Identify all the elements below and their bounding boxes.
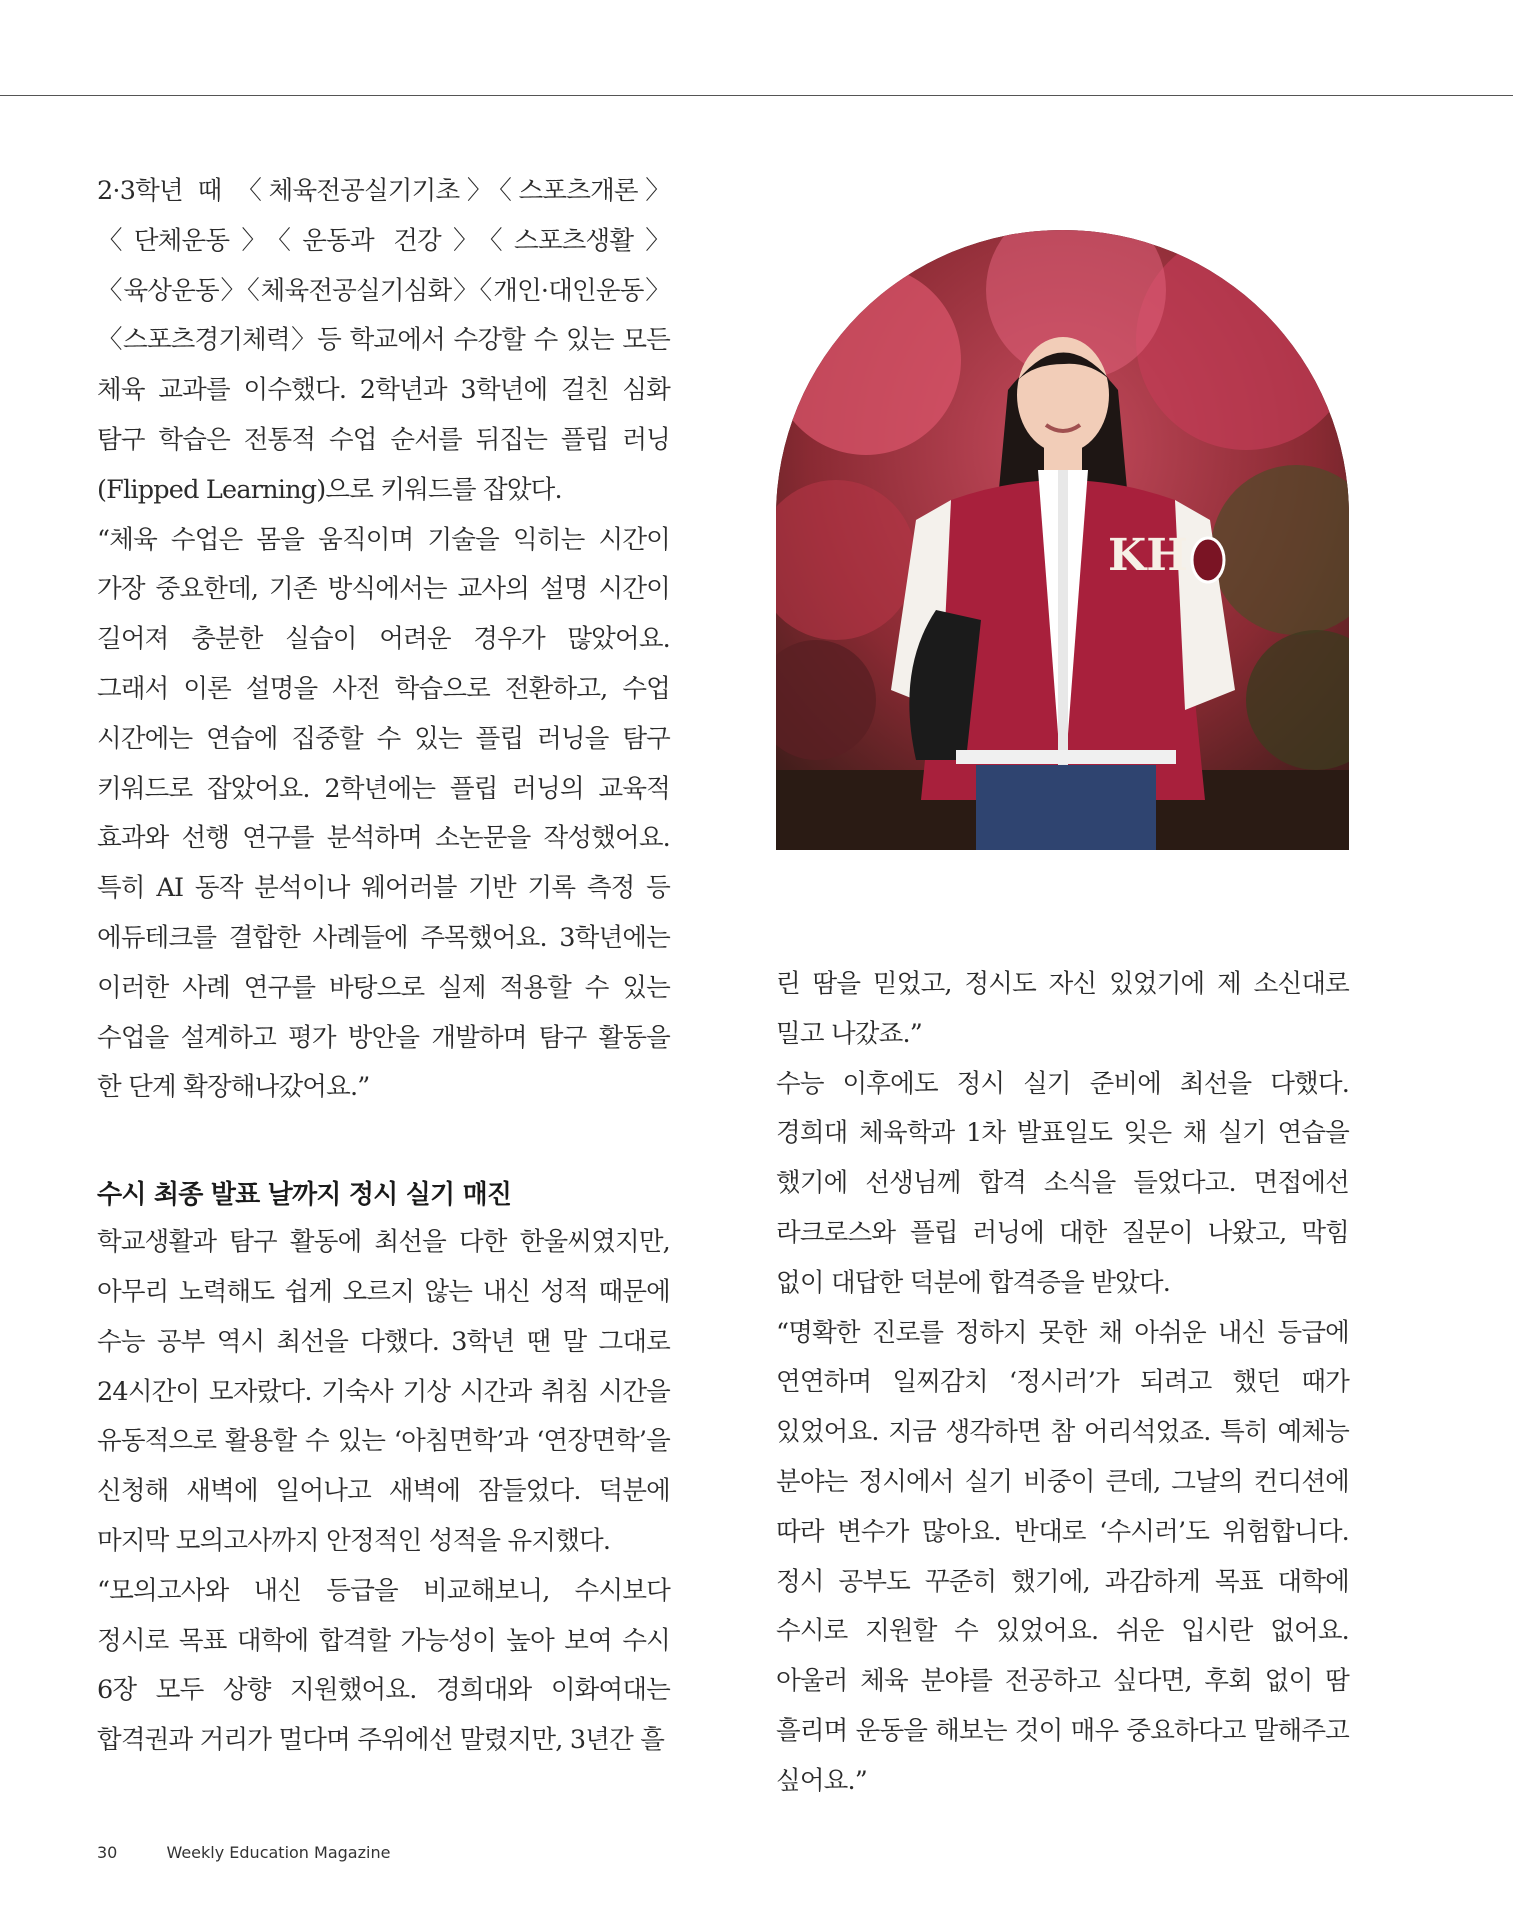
jacket-letters: KH [1108,530,1188,581]
jacket-emblem-icon [1192,538,1224,582]
body-paragraph: 2·3학년 때 〈체육전공실기기초〉〈스포츠개론〉〈단체운동〉〈운동과 건강〉〈스포츠생활〉〈육상운동〉〈체육전공실기심화〉〈개인·대인운동〉〈스포츠경기체력〉등 학교에서 수강할 수 있는 모든 체육 교과를 이수했다. 2학년과 3학년에 걸친 심화 탐구 학습은 전통적 수업 순서를 뒤집는 플립 러닝(Flipped Learning)으로 키워드를 잡았다. [97,176,670,505]
page-footer [97,1843,390,1862]
section-heading: 수시 최종 발표 날까지 정시 실기 매진 [97,1180,512,1211]
page-number: 30 [97,1843,118,1862]
quote-paragraph: “명확한 진로를 정하지 못한 채 아쉬운 내신 등급에 연연하며 일찌감치 ‘정시러’가 되려고 했던 때가 있었어요. 지금 생각하면 참 어리석었죠. 특히 예체능 분야는 정시에서 실기 비중이 큰데, 그날의 컨디션에 따라 변수가 많아요. 반대로 ‘수시러’도 위험합니다. 정시 공부도 꾸준히 했기에, 과감하게 목표 대학에 수시로 지원할 수 있었어요. 쉬운 입시란 없어요. 아울러 체육 분야를 전공하고 싶다면, 후회 없이 땀 흘리며 운동을 해보는 것이 매우 중요하다고 말해주고 싶어요.” [776,1317,1349,1796]
article-left-column [97,167,670,1766]
body-paragraph: 학교생활과 탐구 활동에 최선을 다한 한울씨였지만, 아무리 노력해도 쉽게 오르지 않는 내신 성적 때문에 수능 공부 역시 최선을 다했다. 3학년 땐 말 그대로 24시간이 모자랐다. 기숙사 기상 시간과 취침 시간을 유동적으로 활용할 수 있는 ‘아침면학’과 ‘연장면학’을 신청해 새벽에 일어나고 새벽에 잠들었다. 덕분에 마지막 모의고사까지 안정적인 성적을 유지했다. [97,1227,670,1556]
article-right-column [776,960,1349,1807]
quote-continuation: 린 땀을 믿었고, 정시도 자신 있었기에 제 소신대로 밀고 나갔죠.” [776,969,1349,1049]
quote-paragraph: “모의고사와 내신 등급을 비교해보니, 수시보다 정시로 목표 대학에 합격할 가능성이 높아 보여 수시 6장 모두 상향 지원했어요. 경희대와 이화여대는 합격권과 거리가 멀다며 주위에선 말렸지만, 3년간 흘 [97,1575,670,1756]
body-paragraph: 수능 이후에도 정시 실기 준비에 최선을 다했다. 경희대 체육학과 1차 발표일도 잊은 채 실기 연습을 했기에 선생님께 합격 소식을 들었다고. 면접에선 라크로스와 플립 러닝에 대한 질문이 나왔고, 막힘 없이 대답한 덕분에 합격증을 받았다. [776,1068,1349,1298]
quote-paragraph: “체육 수업은 몸을 움직이며 기술을 익히는 시간이 가장 중요한데, 기존 방식에서는 교사의 설명 시간이 길어져 충분한 실습이 어려운 경우가 많았어요. 그래서 이론 설명을 사전 학습으로 전환하고, 수업 시간에는 연습에 집중할 수 있는 플립 러닝을 탐구 키워드로 잡았어요. 2학년에는 플립 러닝의 교육적 효과와 선행 연구를 분석하며 소논문을 작성했어요. 특히 AI 동작 분석이나 웨어러블 기반 기록 측정 등 에듀테크를 결합한 사례들에 주목했어요. 3학년에는 이러한 사례 연구를 바탕으로 실제 적용할 수 있는 수업을 설계하고 평가 방안을 개발하며 탐구 활동을 한 단계 확장해나갔어요.” [97,524,670,1103]
top-rule [0,95,1513,96]
magazine-name: Weekly Education Magazine [166,1843,391,1862]
student-photo-illustration [776,230,1349,850]
student-photo [776,230,1349,850]
